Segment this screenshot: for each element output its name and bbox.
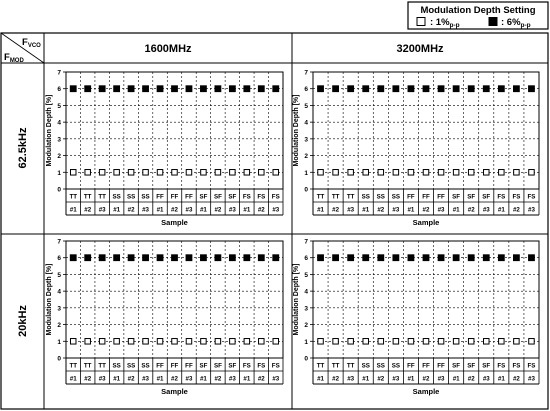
- data-point-1pct: [363, 170, 369, 176]
- data-point-1pct: [333, 339, 339, 345]
- category-label-group: SS: [361, 362, 370, 370]
- category-label-index: #2: [257, 206, 265, 214]
- category-label-group: FS: [242, 362, 251, 370]
- chart-panel: [293, 239, 539, 397]
- data-point-6pct: [99, 255, 105, 261]
- category-label-group: FS: [257, 193, 266, 201]
- data-point-6pct: [273, 255, 279, 261]
- y-tick-label: 0: [304, 186, 308, 194]
- category-label-index: #1: [69, 375, 77, 383]
- data-point-1pct: [70, 339, 76, 345]
- category-label-index: #1: [156, 206, 164, 214]
- category-label-index: #3: [392, 375, 400, 383]
- category-label-group: SS: [376, 193, 385, 201]
- category-label-index: #1: [156, 375, 164, 383]
- y-axis-title: Modulation Depth [%]: [293, 94, 300, 167]
- row-header-62-5khz: 62.5kHz: [17, 127, 29, 169]
- data-point-1pct: [408, 170, 414, 176]
- data-point-1pct: [499, 170, 505, 176]
- data-point-1pct: [273, 170, 279, 176]
- category-label-index: #3: [272, 206, 280, 214]
- y-tick-label: 3: [304, 136, 308, 144]
- category-label-index: #3: [228, 375, 236, 383]
- y-tick-label: 1: [304, 169, 308, 177]
- category-label-group: SF: [467, 362, 476, 370]
- y-tick-label: 0: [304, 355, 308, 363]
- data-point-6pct: [513, 255, 519, 261]
- y-tick-label: 4: [57, 119, 61, 127]
- category-label-group: FF: [422, 362, 430, 370]
- category-label-group: SS: [126, 193, 136, 201]
- data-point-1pct: [172, 170, 178, 176]
- category-label-index: #3: [482, 375, 490, 383]
- data-point-6pct: [99, 86, 105, 92]
- y-tick-label: 4: [304, 288, 308, 296]
- data-point-6pct: [200, 86, 206, 92]
- data-point-1pct: [484, 170, 490, 176]
- category-label-group: SF: [452, 362, 461, 370]
- data-point-6pct: [363, 255, 369, 261]
- y-tick-label: 7: [304, 69, 308, 77]
- category-label-index: #2: [332, 375, 340, 383]
- category-label-index: #1: [243, 206, 251, 214]
- data-point-6pct: [229, 255, 235, 261]
- category-label-group: TT: [98, 193, 106, 201]
- y-tick-label: 1: [304, 338, 308, 346]
- category-label-index: #3: [347, 375, 355, 383]
- category-label-group: TT: [69, 362, 78, 370]
- category-label-index: #1: [407, 375, 415, 383]
- category-label-index: #2: [127, 375, 135, 383]
- data-point-6pct: [513, 86, 519, 92]
- category-label-group: FF: [437, 362, 445, 370]
- data-point-1pct: [393, 170, 399, 176]
- category-label-group: FS: [527, 193, 536, 201]
- data-point-6pct: [186, 255, 192, 261]
- category-label-group: FS: [512, 362, 521, 370]
- data-point-1pct: [318, 170, 324, 176]
- data-point-1pct: [514, 170, 520, 176]
- category-label-group: SS: [126, 362, 136, 370]
- category-label-group: TT: [331, 193, 340, 201]
- category-label-index: #2: [512, 206, 520, 214]
- data-point-1pct: [85, 170, 91, 176]
- category-label-index: #1: [317, 375, 324, 383]
- data-point-1pct: [244, 170, 250, 176]
- category-label-group: SF: [213, 362, 222, 370]
- data-point-6pct: [408, 86, 414, 92]
- category-label-index: #2: [377, 375, 385, 383]
- col-header-3200mhz: 3200MHz: [396, 43, 444, 55]
- chart-panel: [46, 70, 283, 228]
- data-point-1pct: [172, 339, 178, 345]
- category-label-index: #1: [452, 206, 460, 214]
- data-point-6pct: [318, 86, 324, 92]
- data-point-1pct: [318, 339, 324, 345]
- category-label-group: SS: [361, 193, 370, 201]
- category-label-group: TT: [83, 193, 92, 201]
- category-label-group: FS: [512, 193, 521, 201]
- data-point-1pct: [363, 339, 369, 345]
- data-point-1pct: [128, 339, 134, 345]
- category-label-group: FS: [242, 193, 251, 201]
- category-label-index: #1: [362, 375, 370, 383]
- data-point-1pct: [273, 339, 279, 345]
- data-point-6pct: [528, 86, 534, 92]
- data-point-1pct: [423, 170, 429, 176]
- y-tick-label: 1: [57, 338, 61, 346]
- category-label-group: SF: [467, 193, 476, 201]
- data-point-6pct: [453, 255, 459, 261]
- data-point-6pct: [186, 86, 192, 92]
- data-point-6pct: [378, 255, 384, 261]
- data-point-6pct: [528, 255, 534, 261]
- data-point-6pct: [483, 255, 489, 261]
- data-point-1pct: [70, 170, 76, 176]
- category-label-index: #3: [272, 375, 280, 383]
- data-point-6pct: [273, 86, 279, 92]
- data-point-6pct: [393, 255, 399, 261]
- data-point-1pct: [186, 339, 192, 345]
- category-label-index: #1: [243, 375, 251, 383]
- data-point-6pct: [453, 86, 459, 92]
- data-point-6pct: [348, 86, 354, 92]
- category-label-group: FF: [185, 193, 193, 201]
- data-point-1pct: [201, 170, 207, 176]
- data-point-6pct: [498, 255, 504, 261]
- data-point-1pct: [157, 170, 163, 176]
- data-point-6pct: [172, 86, 178, 92]
- y-tick-label: 7: [57, 238, 61, 246]
- category-label-group: SS: [391, 193, 400, 201]
- category-label-index: #2: [512, 375, 520, 383]
- data-point-6pct: [157, 255, 163, 261]
- category-label-index: #3: [185, 206, 193, 214]
- data-point-1pct: [529, 339, 535, 345]
- data-point-1pct: [186, 170, 192, 176]
- data-point-6pct: [333, 255, 339, 261]
- data-point-6pct: [128, 255, 134, 261]
- x-axis-title: Sample: [161, 387, 188, 396]
- data-point-6pct: [318, 255, 324, 261]
- category-label-index: #3: [98, 375, 106, 383]
- category-label-group: FF: [437, 193, 445, 201]
- data-point-1pct: [230, 339, 236, 345]
- y-tick-label: 3: [304, 305, 308, 313]
- data-point-1pct: [230, 170, 236, 176]
- category-label-group: TT: [331, 362, 340, 370]
- data-point-6pct: [244, 255, 250, 261]
- category-label-group: FS: [271, 362, 280, 370]
- category-label-index: #2: [127, 206, 135, 214]
- category-label-group: SF: [482, 193, 491, 201]
- legend-open-square-icon: [417, 18, 425, 26]
- data-point-6pct: [143, 255, 149, 261]
- data-point-6pct: [423, 255, 429, 261]
- category-label-group: FF: [156, 193, 164, 201]
- data-point-6pct: [215, 86, 221, 92]
- y-tick-label: 4: [57, 288, 61, 296]
- data-point-6pct: [468, 255, 474, 261]
- data-point-1pct: [244, 339, 250, 345]
- category-label-group: SF: [199, 362, 208, 370]
- category-label-group: FF: [407, 193, 415, 201]
- data-point-1pct: [348, 339, 354, 345]
- data-point-6pct: [128, 86, 134, 92]
- category-label-group: TT: [83, 362, 92, 370]
- data-point-6pct: [483, 86, 489, 92]
- data-point-1pct: [393, 339, 399, 345]
- col-header-1600mhz: 1600MHz: [144, 43, 192, 55]
- data-point-1pct: [157, 339, 163, 345]
- data-point-6pct: [114, 86, 120, 92]
- x-axis-title: Sample: [161, 218, 188, 227]
- category-label-group: FF: [170, 362, 179, 370]
- y-tick-label: 2: [57, 322, 61, 330]
- data-point-6pct: [244, 86, 250, 92]
- data-point-6pct: [363, 86, 369, 92]
- category-label-group: SF: [213, 193, 222, 201]
- data-point-6pct: [468, 86, 474, 92]
- y-tick-label: 5: [57, 271, 61, 279]
- category-label-group: TT: [98, 362, 106, 370]
- data-point-6pct: [70, 255, 76, 261]
- category-label-group: FF: [185, 362, 193, 370]
- category-label-group: FF: [422, 193, 430, 201]
- category-label-index: #1: [69, 206, 77, 214]
- category-label-group: FF: [156, 362, 164, 370]
- data-point-6pct: [348, 255, 354, 261]
- category-label-index: #2: [214, 375, 222, 383]
- y-tick-label: 6: [304, 255, 308, 263]
- legend-open-label: : $1\%_{p-p}$: [430, 17, 460, 29]
- y-tick-label: 2: [304, 153, 308, 161]
- category-label-index: #2: [257, 375, 265, 383]
- data-point-6pct: [143, 86, 149, 92]
- y-tick-label: 5: [304, 102, 308, 110]
- category-label-group: FF: [407, 362, 415, 370]
- category-label-index: #1: [497, 375, 505, 383]
- data-point-1pct: [438, 339, 444, 345]
- category-label-index: #1: [199, 375, 207, 383]
- data-point-1pct: [259, 339, 265, 345]
- category-label-group: SS: [391, 362, 400, 370]
- data-point-1pct: [438, 170, 444, 176]
- y-tick-label: 5: [304, 271, 308, 279]
- category-label-index: #1: [199, 206, 207, 214]
- data-point-1pct: [114, 339, 120, 345]
- row-header-20khz: 20kHz: [17, 305, 29, 337]
- category-label-group: TT: [316, 193, 325, 201]
- data-point-1pct: [499, 339, 505, 345]
- category-label-group: SS: [112, 362, 121, 370]
- data-point-6pct: [172, 255, 178, 261]
- y-axis-title: Modulation Depth [%]: [46, 263, 53, 336]
- y-tick-label: 6: [57, 86, 61, 94]
- data-point-1pct: [514, 339, 520, 345]
- y-tick-label: 3: [57, 136, 61, 144]
- data-point-6pct: [215, 255, 221, 261]
- category-label-index: #3: [98, 206, 106, 214]
- category-label-index: #3: [347, 206, 355, 214]
- category-label-index: #1: [113, 375, 121, 383]
- category-label-index: #2: [422, 206, 430, 214]
- chart-panel: [46, 239, 283, 397]
- category-label-group: TT: [346, 193, 355, 201]
- data-point-1pct: [128, 170, 134, 176]
- y-tick-label: 2: [57, 153, 61, 161]
- data-point-6pct: [258, 255, 264, 261]
- category-label-group: SS: [141, 193, 150, 201]
- category-label-index: #1: [362, 206, 370, 214]
- y-tick-label: 7: [57, 69, 61, 77]
- category-label-group: SF: [452, 193, 461, 201]
- y-axis-title: Modulation Depth [%]: [46, 94, 53, 167]
- data-point-1pct: [468, 339, 474, 345]
- data-point-1pct: [143, 339, 149, 345]
- category-label-index: #3: [437, 375, 445, 383]
- data-point-1pct: [348, 170, 354, 176]
- data-point-1pct: [378, 339, 384, 345]
- data-point-6pct: [393, 86, 399, 92]
- category-label-index: #2: [171, 375, 178, 383]
- y-tick-label: 0: [57, 186, 61, 194]
- category-label-group: FF: [170, 193, 179, 201]
- category-label-group: FS: [271, 193, 280, 201]
- category-label-index: #2: [332, 206, 340, 214]
- category-label-index: #3: [228, 206, 236, 214]
- data-point-1pct: [529, 170, 535, 176]
- category-label-index: #3: [437, 206, 445, 214]
- data-point-1pct: [259, 170, 265, 176]
- data-point-1pct: [453, 170, 459, 176]
- category-label-index: #1: [452, 375, 460, 383]
- x-axis-title: Sample: [412, 387, 440, 396]
- data-point-1pct: [201, 339, 207, 345]
- category-label-index: #3: [482, 206, 490, 214]
- corner-top-label: $F_{VCO}$: [22, 37, 41, 49]
- category-label-group: SF: [228, 193, 237, 201]
- category-label-group: SF: [482, 362, 491, 370]
- data-point-1pct: [408, 339, 414, 345]
- data-point-1pct: [378, 170, 384, 176]
- y-tick-label: 2: [304, 322, 308, 330]
- category-label-index: #2: [467, 375, 475, 383]
- data-point-1pct: [85, 339, 91, 345]
- category-label-index: #2: [467, 206, 475, 214]
- category-label-group: TT: [346, 362, 355, 370]
- y-tick-label: 6: [304, 86, 308, 94]
- data-point-6pct: [200, 255, 206, 261]
- data-point-1pct: [423, 339, 429, 345]
- category-label-group: TT: [316, 362, 325, 370]
- data-point-1pct: [99, 170, 105, 176]
- category-label-index: #2: [377, 206, 385, 214]
- category-label-group: SS: [376, 362, 385, 370]
- category-label-group: FS: [497, 362, 506, 370]
- legend-filled-label: : $6\%_{p-p}$: [501, 17, 531, 29]
- y-tick-label: 6: [57, 255, 61, 263]
- data-point-1pct: [215, 339, 221, 345]
- data-point-6pct: [85, 86, 91, 92]
- data-point-6pct: [438, 255, 444, 261]
- category-label-index: #1: [317, 206, 324, 214]
- category-label-group: SF: [228, 362, 237, 370]
- category-label-group: FS: [527, 362, 536, 370]
- category-label-index: #2: [84, 375, 92, 383]
- category-label-index: #1: [497, 206, 505, 214]
- y-tick-label: 0: [57, 355, 61, 363]
- data-point-6pct: [258, 86, 264, 92]
- legend: [408, 2, 548, 29]
- data-point-1pct: [333, 170, 339, 176]
- y-tick-label: 4: [304, 119, 308, 127]
- data-point-6pct: [333, 86, 339, 92]
- data-point-1pct: [453, 339, 459, 345]
- y-tick-label: 1: [57, 169, 61, 177]
- category-label-group: TT: [69, 193, 78, 201]
- category-label-group: SS: [112, 193, 121, 201]
- category-label-index: #3: [392, 206, 400, 214]
- data-point-6pct: [498, 86, 504, 92]
- category-label-index: #2: [84, 206, 92, 214]
- data-point-6pct: [85, 255, 91, 261]
- y-tick-label: 3: [57, 305, 61, 313]
- data-point-6pct: [423, 86, 429, 92]
- category-label-index: #2: [171, 206, 178, 214]
- data-point-6pct: [408, 255, 414, 261]
- legend-filled-square-icon: [489, 18, 497, 26]
- data-point-6pct: [157, 86, 163, 92]
- data-point-6pct: [229, 86, 235, 92]
- category-label-index: #3: [142, 206, 150, 214]
- corner-bottom-label: $F_{MOD}$: [4, 52, 24, 64]
- category-label-group: FS: [497, 193, 506, 201]
- data-point-6pct: [114, 255, 120, 261]
- category-label-index: #1: [407, 206, 415, 214]
- data-point-1pct: [484, 339, 490, 345]
- data-point-1pct: [143, 170, 149, 176]
- data-point-6pct: [70, 86, 76, 92]
- data-point-1pct: [215, 170, 221, 176]
- category-label-index: #3: [528, 206, 535, 214]
- y-axis-title: Modulation Depth [%]: [293, 263, 300, 336]
- x-axis-title: Sample: [412, 218, 440, 227]
- category-label-index: #2: [214, 206, 222, 214]
- y-tick-label: 5: [57, 102, 61, 110]
- category-label-index: #1: [113, 206, 121, 214]
- category-label-group: SF: [199, 193, 208, 201]
- category-label-index: #2: [422, 375, 430, 383]
- data-point-1pct: [114, 170, 120, 176]
- data-point-1pct: [99, 339, 105, 345]
- category-label-group: FS: [257, 362, 266, 370]
- data-point-6pct: [438, 86, 444, 92]
- chart-panel: [293, 70, 539, 228]
- y-tick-label: 7: [304, 238, 308, 246]
- category-label-index: #3: [185, 375, 193, 383]
- data-point-1pct: [468, 170, 474, 176]
- category-label-index: #3: [142, 375, 150, 383]
- category-label-group: SS: [141, 362, 150, 370]
- category-label-index: #3: [528, 375, 535, 383]
- legend-title: Modulation Depth Setting: [420, 5, 536, 16]
- data-point-6pct: [378, 86, 384, 92]
